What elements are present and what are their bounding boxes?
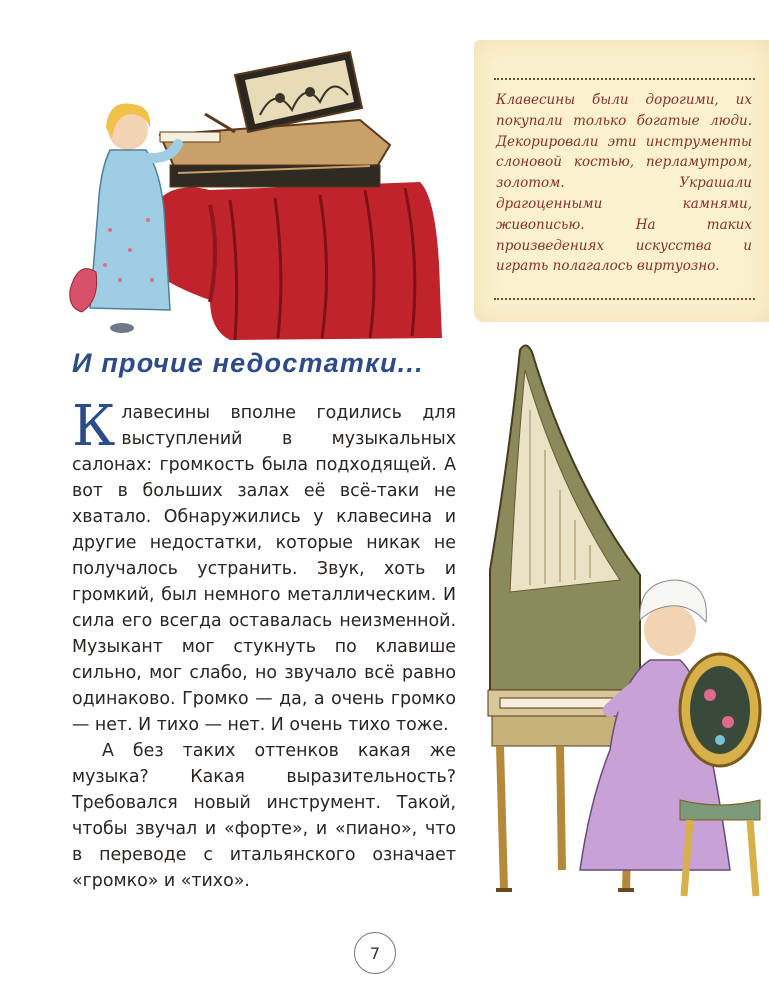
callout-top-rule: [494, 78, 755, 80]
section-heading: И прочие недостатки...: [72, 348, 424, 378]
paragraph-2: А без таких оттенков какая же музыка? Какая выразительность? Требовался новый инструмент. Такой, чтобы звучал и «форте», и «пиано», что в переводе с итальянского означает «громко» и «тихо».: [72, 741, 456, 891]
callout-text: Клавесины были дорогими, их покупали только богатые люди. Декорировали эти инструменты слоновой костью, перламутром, золотом. Украшали драгоценными камнями, живописью. На таких произведениях искусства и играть полагалось виртуозно.: [496, 92, 752, 275]
paragraph-1: [72, 394, 456, 738]
woman-playing-upright-harpsichord-illustration: [470, 330, 769, 910]
callout-bottom-rule: [494, 298, 755, 300]
girl-at-harpsichord-illustration: [60, 40, 450, 340]
paragraph-1-text: лавесины вполне годились для выступлений в музыкальных салонах: громкость была подходящей. А вот в больших залах её всё-таки не хватало. Обнаружились у клавесина и другие недостатки, которые никак не получалось устранить. Звук, хоть и громкий, был немного металлическим. И сила его всегда оставалась неизменной. Музыкант мог стукнуть по клавише сильно, мог слабо, но звучало всё равно одинаково. Громко — да, а очень громко — нет. И тихо — нет. И очень тихо тоже.: [72, 403, 456, 735]
body-text: [72, 394, 456, 894]
page-number: 7: [354, 932, 396, 974]
drop-cap: К: [72, 394, 116, 459]
callout-box: [474, 40, 769, 322]
